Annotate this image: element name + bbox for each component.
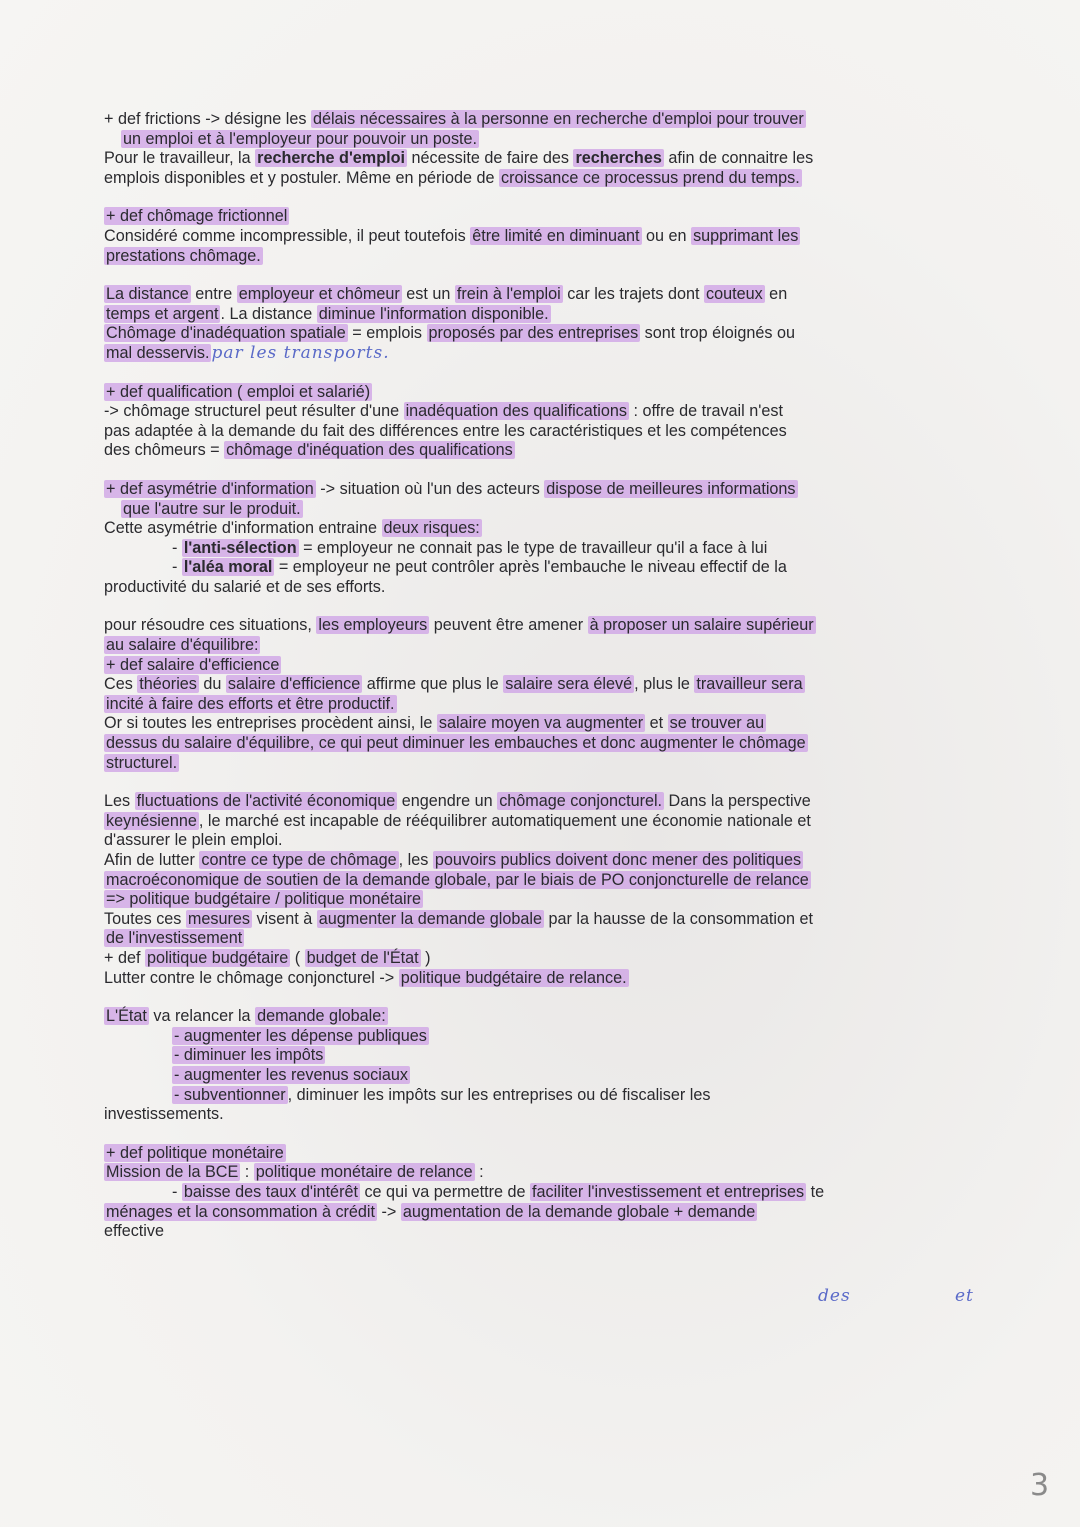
highlight: incité à faire des efforts et être productif. bbox=[106, 694, 395, 713]
text: emplois disponibles et y postuler. Même en période de bbox=[104, 168, 500, 187]
text: : bbox=[240, 1163, 254, 1182]
text: par la hausse de la consommation et bbox=[543, 909, 813, 928]
highlight: inadéquation des qualifications bbox=[405, 402, 627, 421]
highlight: employeur et chômeur bbox=[238, 285, 400, 304]
highlight: salaire moyen va augmenter bbox=[438, 714, 644, 733]
line bbox=[104, 1086, 984, 1106]
highlight: couteux bbox=[705, 285, 763, 304]
text: est un bbox=[401, 285, 455, 304]
text: Lutter contre le chômage conjoncturel -> bbox=[104, 968, 399, 987]
line bbox=[104, 227, 984, 247]
handwritten-note: par les transports. bbox=[211, 342, 390, 363]
text: : bbox=[474, 1163, 484, 1182]
line bbox=[104, 851, 984, 871]
line bbox=[104, 441, 984, 461]
text: = employeur ne peut contrôler après l'embauche le niveau effectif de la bbox=[274, 558, 787, 577]
text: Ces bbox=[104, 675, 138, 694]
text: -> bbox=[377, 1202, 401, 1221]
highlight: + def salaire d'efficience bbox=[106, 655, 280, 674]
highlight: l'aléa moral bbox=[183, 558, 273, 577]
highlight: chômage conjoncturel. bbox=[499, 792, 663, 811]
highlight: demande globale: bbox=[257, 1007, 386, 1026]
highlight: au salaire d'équilibre: bbox=[106, 636, 259, 655]
text: va relancer la bbox=[148, 1007, 256, 1026]
text: Toutes ces bbox=[104, 909, 186, 928]
line bbox=[104, 344, 984, 364]
line bbox=[104, 1203, 984, 1223]
text: . La distance bbox=[220, 304, 317, 323]
highlight: mesures bbox=[187, 909, 250, 928]
text: sont trop éloignés ou bbox=[640, 324, 795, 343]
text: ce qui va permettre de bbox=[359, 1182, 531, 1201]
line bbox=[104, 422, 984, 442]
line bbox=[104, 734, 984, 754]
text: entre bbox=[190, 285, 237, 304]
highlight: augmentation de la demande globale + demande bbox=[402, 1202, 756, 1221]
line bbox=[104, 792, 984, 812]
text: ou en bbox=[641, 226, 692, 245]
line bbox=[104, 890, 984, 910]
text: Pour le travailleur, la bbox=[104, 149, 256, 168]
highlight: dispose de meilleures informations bbox=[546, 479, 796, 498]
text: Considéré comme incompressible, il peut toutefois bbox=[104, 226, 471, 245]
text: , diminuer les impôts sur les entreprises ou dé fiscaliser les bbox=[287, 1085, 711, 1104]
highlight: recherche d'emploi bbox=[257, 149, 405, 168]
text: Dans la perspective bbox=[664, 792, 811, 811]
handwritten-annotation-des: des bbox=[818, 1286, 851, 1306]
line bbox=[104, 578, 984, 598]
line bbox=[104, 247, 984, 267]
text: = emplois bbox=[347, 324, 427, 343]
text: d'assurer le plein emploi. bbox=[104, 831, 283, 850]
line bbox=[104, 949, 984, 969]
highlight: deux risques: bbox=[383, 519, 480, 538]
highlight: proposés par des entreprises bbox=[428, 324, 639, 343]
text: des chômeurs = bbox=[104, 441, 225, 460]
line bbox=[104, 149, 984, 169]
highlight: L'État bbox=[106, 1007, 147, 1026]
text: visent à bbox=[251, 909, 317, 928]
text: car les trajets dont bbox=[562, 285, 704, 304]
text: + def bbox=[104, 948, 145, 967]
text: Les bbox=[104, 792, 135, 811]
text: pas adaptée à la demande du fait des différences entre les caractéristiques et les compétences bbox=[104, 421, 787, 440]
highlight: ménages et la consommation à crédit bbox=[106, 1202, 376, 1221]
handwritten-annotation-et: et bbox=[955, 1286, 974, 1306]
text: ) bbox=[420, 948, 431, 967]
text: investissements. bbox=[104, 1105, 224, 1124]
text: , le marché est incapable de rééquilibrer automatiquement une économie nationale et bbox=[198, 811, 811, 830]
line bbox=[104, 1027, 984, 1047]
highlight: pouvoirs publics doivent donc mener des politiques bbox=[434, 851, 802, 869]
highlight: frein à l'emploi bbox=[456, 285, 561, 304]
highlight: diminue l'information disponible. bbox=[318, 304, 549, 323]
text: Afin de lutter bbox=[104, 851, 200, 869]
line bbox=[104, 500, 984, 520]
line bbox=[104, 1066, 984, 1086]
highlight: budget de l'État bbox=[306, 948, 419, 967]
line bbox=[104, 1007, 984, 1027]
line bbox=[104, 110, 984, 130]
line bbox=[104, 324, 984, 344]
highlight: fluctuations de l'activité économique bbox=[136, 792, 396, 811]
line bbox=[104, 754, 984, 774]
highlight: structurel. bbox=[106, 753, 178, 772]
highlight: => politique budgétaire / politique monétaire bbox=[106, 890, 421, 909]
text: peuvent être amener bbox=[429, 616, 588, 635]
line bbox=[104, 1163, 984, 1183]
line bbox=[104, 1183, 984, 1203]
line bbox=[104, 969, 984, 989]
highlight: + def qualification ( emploi et salarié) bbox=[106, 382, 371, 401]
text: Cette asymétrie d'information entraine bbox=[104, 519, 382, 538]
highlight: délais nécessaires à la personne en recherche d'emploi pour trouver bbox=[312, 110, 804, 128]
line bbox=[104, 929, 984, 949]
line bbox=[104, 383, 984, 403]
text: ( bbox=[290, 948, 305, 967]
line bbox=[104, 1222, 984, 1242]
text: - bbox=[172, 1182, 182, 1201]
text: en bbox=[764, 285, 788, 304]
line bbox=[104, 1144, 984, 1164]
text: , plus le bbox=[634, 675, 695, 694]
line bbox=[104, 285, 984, 305]
highlight: - augmenter les revenus sociaux bbox=[174, 1065, 408, 1084]
line bbox=[104, 130, 984, 150]
highlight: faciliter l'investissement et entreprises bbox=[532, 1182, 805, 1201]
line bbox=[104, 675, 984, 695]
highlight: de l'investissement bbox=[106, 929, 243, 948]
highlight: se trouver au bbox=[669, 714, 765, 733]
highlight: politique budgétaire bbox=[146, 948, 289, 967]
line bbox=[104, 871, 984, 891]
highlight: supprimant les bbox=[693, 226, 799, 245]
highlight: Chômage d'inadéquation spatiale bbox=[106, 324, 346, 343]
line bbox=[104, 558, 984, 578]
highlight: mal desservis. bbox=[106, 343, 210, 362]
text: + def frictions -> désigne les bbox=[104, 110, 311, 128]
highlight: travailleur sera bbox=[696, 675, 803, 694]
highlight: - subventionner bbox=[174, 1085, 286, 1104]
highlight: recherches bbox=[575, 149, 662, 168]
line bbox=[104, 480, 984, 500]
text: affirme que plus le bbox=[362, 675, 504, 694]
highlight: dessus du salaire d'équilibre, ce qui peut diminuer les embauches et donc augmenter le chômage bbox=[106, 734, 806, 753]
text: pour résoudre ces situations, bbox=[104, 616, 317, 635]
highlight: + def politique monétaire bbox=[106, 1143, 284, 1162]
highlight: les employeurs bbox=[318, 616, 428, 635]
text: Or si toutes les entreprises procèdent ainsi, le bbox=[104, 714, 437, 733]
line bbox=[104, 1046, 984, 1066]
text: - bbox=[172, 558, 182, 577]
text: productivité du salarié et de ses efforts. bbox=[104, 577, 386, 596]
line bbox=[104, 1105, 984, 1125]
text: te bbox=[806, 1182, 825, 1201]
line bbox=[104, 616, 984, 636]
highlight: keynésienne bbox=[106, 811, 197, 830]
highlight: baisse des taux d'intérêt bbox=[183, 1182, 358, 1201]
highlight: croissance ce processus prend du temps. bbox=[501, 168, 800, 187]
highlight: un emploi et à l'employeur pour pouvoir un poste. bbox=[123, 129, 478, 148]
highlight: à proposer un salaire supérieur bbox=[589, 616, 814, 635]
text: = employeur ne connait pas le type de travailleur qu'il a face à lui bbox=[298, 538, 768, 557]
highlight: salaire sera élevé bbox=[505, 675, 633, 694]
line bbox=[104, 402, 984, 422]
text: effective bbox=[104, 1222, 164, 1241]
highlight: être limité en diminuant bbox=[472, 226, 640, 245]
text: : offre de travail n'est bbox=[628, 402, 783, 421]
text: -> situation où l'un des acteurs bbox=[315, 479, 545, 498]
line bbox=[104, 695, 984, 715]
highlight: macroéconomique de soutien de la demande globale, par le biais de PO conjoncturelle de relance bbox=[106, 870, 809, 889]
highlight: salaire d'efficience bbox=[227, 675, 361, 694]
highlight: théories bbox=[139, 675, 197, 694]
line bbox=[104, 812, 984, 832]
highlight: politique monétaire de relance bbox=[255, 1163, 473, 1182]
highlight: La distance bbox=[106, 285, 189, 304]
page-number: 3 bbox=[1030, 1468, 1050, 1503]
highlight: que l'autre sur le produit. bbox=[123, 499, 301, 518]
line bbox=[104, 714, 984, 734]
line bbox=[104, 519, 984, 539]
line bbox=[104, 910, 984, 930]
highlight: prestations chômage. bbox=[106, 246, 261, 265]
line bbox=[104, 539, 984, 559]
highlight: temps et argent bbox=[106, 304, 219, 323]
text: -> chômage structurel peut résulter d'une bbox=[104, 402, 404, 421]
highlight: chômage d'inéquation des qualifications bbox=[226, 441, 513, 460]
highlight: + def asymétrie d'information bbox=[106, 479, 314, 498]
highlight: Mission de la BCE bbox=[106, 1163, 239, 1182]
text: , les bbox=[398, 851, 433, 869]
highlight: contre ce type de chômage bbox=[201, 851, 397, 869]
line bbox=[104, 656, 984, 676]
line bbox=[104, 831, 984, 851]
line bbox=[104, 636, 984, 656]
notes-body bbox=[104, 110, 984, 1242]
text: - bbox=[172, 538, 182, 557]
highlight: augmenter la demande globale bbox=[318, 909, 542, 928]
text: et bbox=[645, 714, 668, 733]
highlight: l'anti-sélection bbox=[183, 538, 297, 557]
highlight: - diminuer les impôts bbox=[174, 1046, 324, 1065]
highlight: - augmenter les dépense publiques bbox=[174, 1026, 427, 1045]
line bbox=[104, 169, 984, 189]
highlight: + def chômage frictionnel bbox=[106, 207, 288, 226]
text: engendre un bbox=[397, 792, 498, 811]
line bbox=[104, 207, 984, 227]
text: nécessite de faire des bbox=[406, 149, 574, 168]
text: du bbox=[198, 675, 226, 694]
line bbox=[104, 305, 984, 325]
text: afin de connaitre les bbox=[663, 149, 814, 168]
highlight: politique budgétaire de relance. bbox=[400, 968, 627, 987]
